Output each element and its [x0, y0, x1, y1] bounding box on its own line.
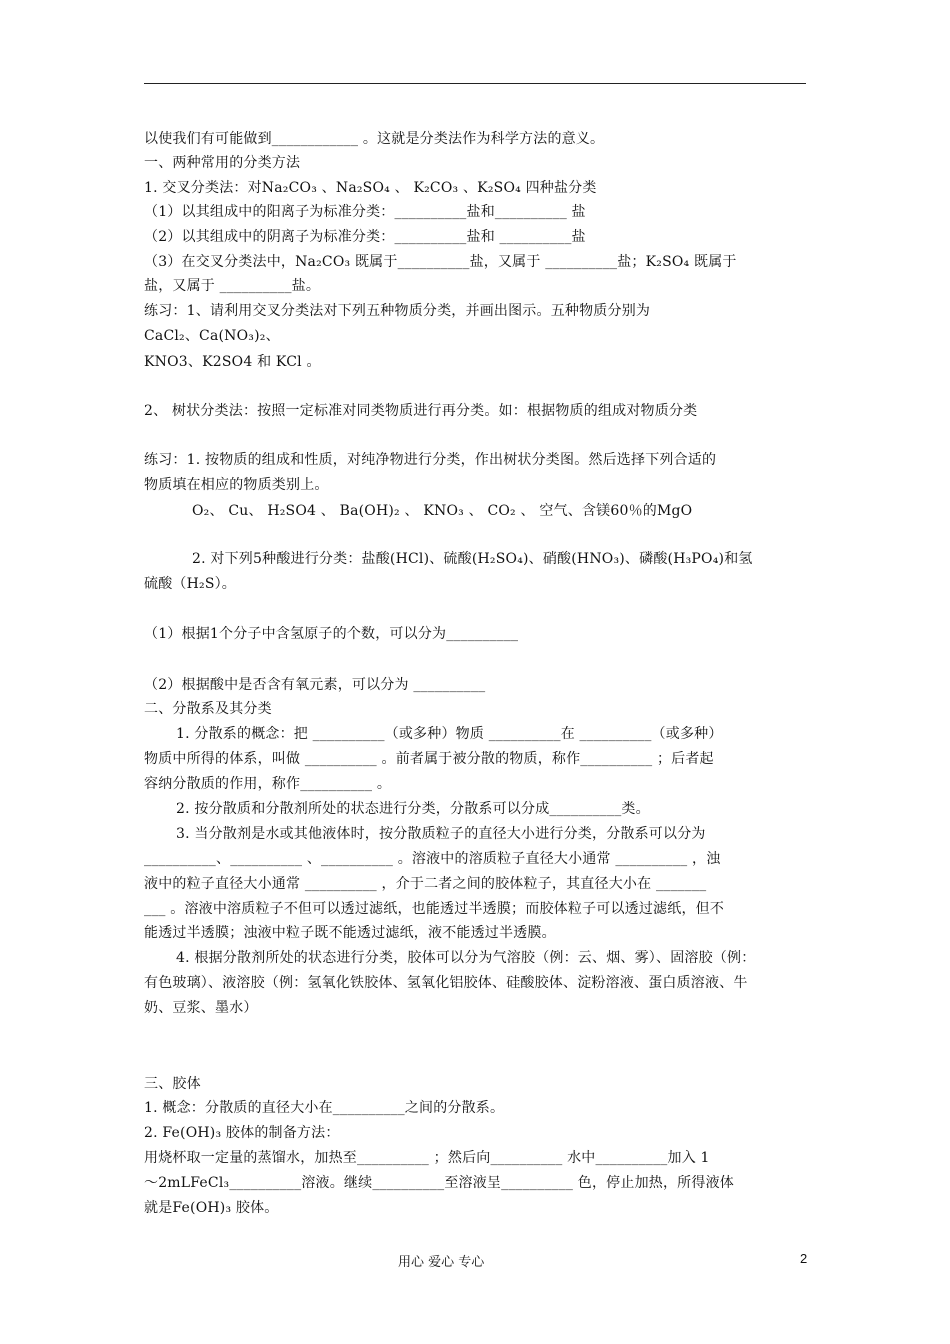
text-line: 2. 按分散质和分散剂所处的状态进行分类，分散系可以分成__________类。 [176, 801, 650, 817]
text-line: 就是Fe(OH)₃ 胶体。 [144, 1200, 279, 1216]
page-number: 2 [800, 1251, 808, 1266]
text-line: （2）以其组成中的阴离子为标准分类：__________盐和 __________盐 [144, 229, 586, 245]
text-line: 液中的粒子直径大小通常 __________ ，介于二者之间的胶体粒子，其直径大小在 _______ [144, 876, 707, 892]
text-line: O₂、 Cu、 H₂SO4 、 Ba(OH)₂ 、 KNO₃ 、 CO₂ 、 空气、含镁60％的MgO [192, 503, 693, 519]
text-line: （1）根据1个分子中含氢原子的个数，可以分为__________ [144, 626, 519, 642]
text-line: 用烧杯取一定量的蒸馏水，加热至__________ ；然后向__________ 水中__________加入 1 [144, 1150, 710, 1166]
footer-motto: 用心 爱心 专心 [398, 1255, 485, 1270]
section-heading: 二、分散系及其分类 [144, 701, 272, 717]
text-line: 1. 分散系的概念：把 __________（或多种）物质 __________在 __________（或多种） [176, 726, 723, 742]
text-line: 容纳分散质的作用，称作__________ 。 [144, 776, 392, 792]
text-line: 2、 树状分类法：按照一定标准对同类物质进行再分类。如：根据物质的组成对物质分类 [144, 403, 698, 419]
text-line: （3）在交叉分类法中，Na₂CO₃ 既属于__________盐，又属于 __________盐；K₂SO₄ 既属于 [144, 254, 737, 270]
text-line: 物质中所得的体系，叫做 __________ 。前者属于被分散的物质，称作__________ ；后者起 [144, 751, 714, 767]
section-heading: 一、两种常用的分类方法 [144, 155, 301, 171]
header-rule [144, 83, 806, 84]
text-line: 练习：1. 按物质的组成和性质，对纯净物进行分类，作出树状分类图。然后选择下列合适的 [144, 452, 717, 468]
text-line: 2. 对下列5种酸进行分类：盐酸(HCl)、硫酸(H₂SO₄)、硝酸(HNO₃)、磷酸(H₃PO₄)和氢 [192, 551, 753, 567]
text-line: 物质填在相应的物质类别上。 [144, 477, 329, 493]
section-heading: 三、胶体 [144, 1076, 201, 1092]
text-line: CaCl₂、Ca(NO₃)₂、 [144, 328, 280, 344]
text-line: 4. 根据分散剂所处的状态进行分类，胶体可以分为气溶胶（例：云、烟、雾）、固溶胶（例： [176, 950, 756, 966]
text-line: 1. 交叉分类法：对Na₂CO₃ 、Na₂SO₄ 、 K₂CO₃ 、K₂SO₄ 四种盐分类 [144, 180, 597, 196]
text-line: 有色玻璃）、液溶胶（例：氢氧化铁胶体、氢氧化铝胶体、硅酸胶体、淀粉溶液、蛋白质溶液、牛 [144, 975, 748, 991]
text-line: __________、__________ 、__________ 。溶液中的溶质粒子直径大小通常 __________ ，浊 [144, 851, 721, 867]
text-line: （1）以其组成中的阳离子为标准分类：__________盐和__________ 盐 [144, 204, 586, 220]
text-line: 盐，又属于 __________盐。 [144, 278, 321, 294]
text-line: ～2mLFeCl₃__________溶液。继续__________至溶液呈__________ 色，停止加热，所得液体 [144, 1175, 734, 1191]
text-line: 练习：1、请利用交叉分类法对下列五种物质分类，并画出图示。五种物质分别为 [144, 303, 651, 319]
text-line: 以使我们有可能做到____________ 。这就是分类法作为科学方法的意义。 [144, 131, 605, 147]
text-line: （2）根据酸中是否含有氧元素，可以分为 __________ [144, 677, 486, 693]
text-line: 奶、豆浆、墨水） [144, 1000, 258, 1016]
text-line: 2. Fe(OH)₃ 胶体的制备方法： [144, 1125, 340, 1141]
text-line: 3. 当分散剂是水或其他液体时，按分散质粒子的直径大小进行分类，分散系可以分为 [176, 826, 706, 842]
text-line: 硫酸（H₂S）。 [144, 576, 237, 592]
text-line: 能透过半透膜；浊液中粒子既不能透过滤纸，液不能透过半透膜。 [144, 925, 556, 941]
text-line: ___ 。溶液中溶质粒子不但可以透过滤纸，也能透过半透膜；而胶体粒子可以透过滤纸，但不 [144, 901, 725, 917]
text-line: KNO3、K2SO4 和 KCl 。 [144, 354, 321, 370]
text-line: 1. 概念：分散质的直径大小在__________之间的分散系。 [144, 1100, 505, 1116]
